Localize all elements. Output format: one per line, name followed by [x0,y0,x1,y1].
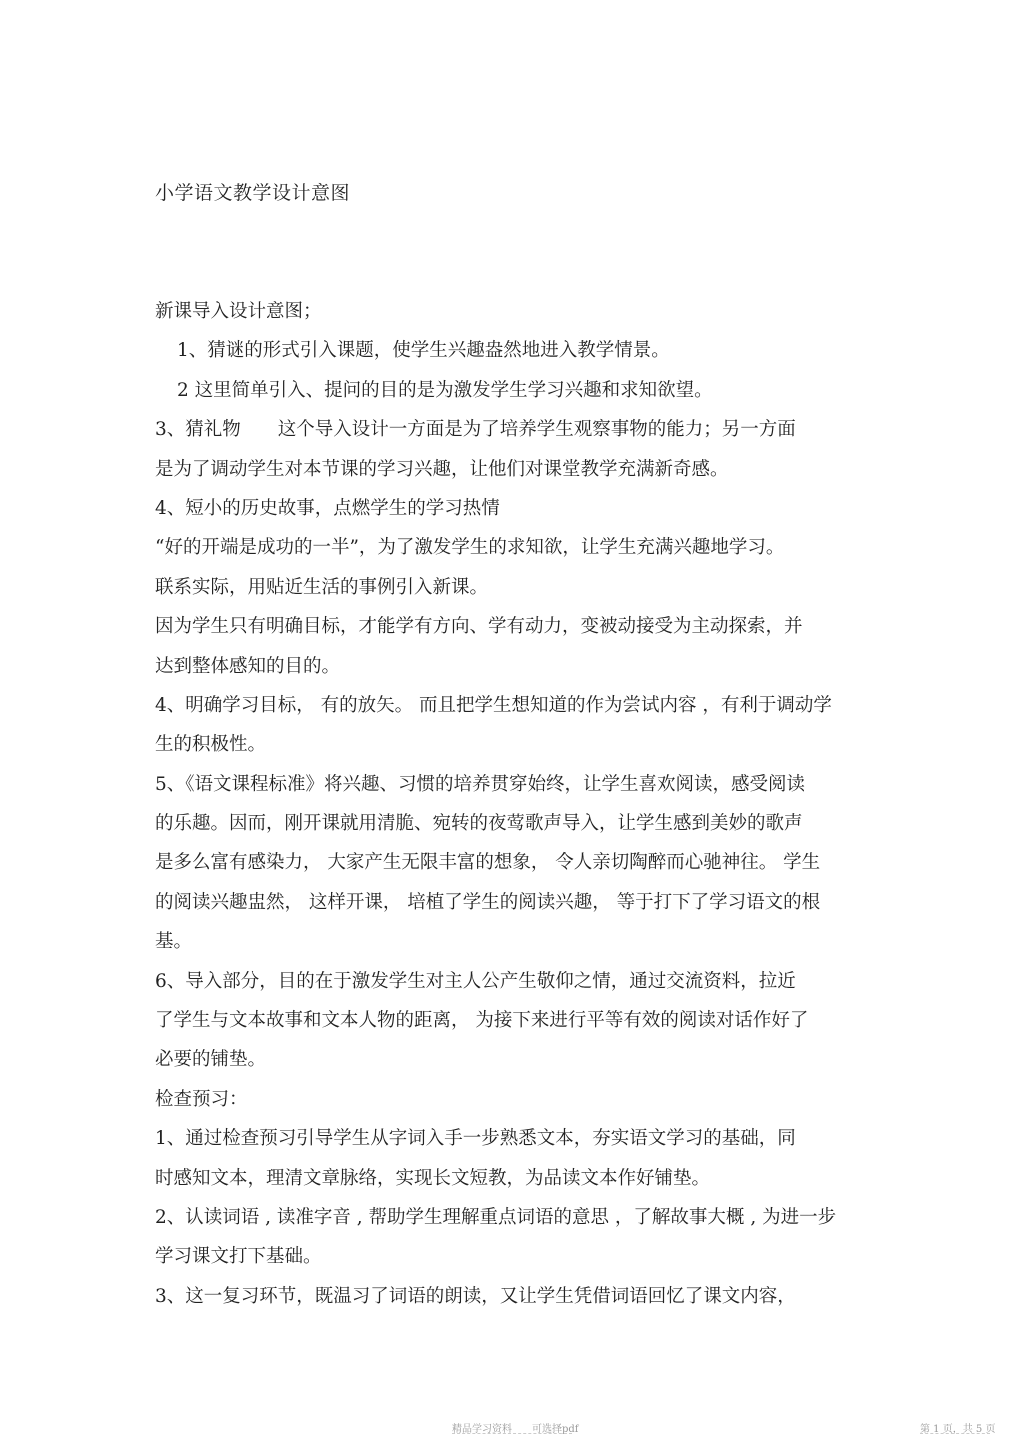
text-line: 联系实际，用贴近生活的事例引入新课。 [155,576,489,598]
text-line: 4、明确学习目标， 有的放矢。 而且把学生想知道的作为尝试内容 ，有利于调动学 [155,694,832,716]
document-body [155,292,875,1316]
footer-divider [452,1433,572,1434]
footer-divider [920,1433,990,1434]
text-line: 1、通过检查预习引导学生从字词入手一步熟悉文本，夯实语文学习的基础，同 [155,1128,796,1150]
text-line: 生的积极性。 [155,734,267,756]
text-line: 1、猜谜的形式引入课题，使学生兴趣盎然地进入教学情景。 [177,340,670,362]
text-line: 5、《语文课程标准》将兴趣、习惯的培养贯穿始终，让学生喜欢阅读，感受阅读 [155,773,806,795]
document-title: 小学语文教学设计意图 [155,182,351,204]
text-line: 2、认读词语 , 读准字音 , 帮助学生理解重点词语的意思 ，了解故事大概 , 为进一步 [155,1206,837,1228]
text-line: 基。 [155,931,193,953]
text-line: 时感知文本，理清文章脉络，实现长文短教，为品读文本作好铺垫。 [155,1167,711,1189]
text-line: 的阅读兴趣盅然， 这样开课， 培植了学生的阅读兴趣， 等于打下了学习语文的根 [155,891,821,913]
text-line: 2 这里简单引入、提问的目的是为激发学生学习兴趣和求知欲望。 [177,379,713,401]
text-line: 是多么富有感染力， 大家产生无限丰富的想象， 令人亲切陶醉而心驰神往。 学生 [155,852,821,874]
text-line: 必要的铺垫。 [155,1049,267,1071]
text-line: 学习课文打下基础。 [155,1246,322,1268]
footer-left-text: 精品学习资料 可选择pdf [452,1424,579,1435]
page-number: 第 1 页，共 5 页 [920,1424,996,1435]
text-line: 3、这一复习环节，既温习了词语的朗读，又让学生凭借词语回忆了课文内容， [155,1285,796,1307]
text-line: 6、导入部分，目的在于激发学生对主人公产生敬仰之情，通过交流资料，拉近 [155,970,796,992]
text-line: 新课导入设计意图； [155,301,322,322]
text-line: 检查预习： [155,1088,248,1110]
text-line: “好的开端是成功的一半”，为了激发学生的求知欲，让学生充满兴趣地学习。 [155,537,785,559]
text-line: 因为学生只有明确目标，才能学有方向、学有动力，变被动接受为主动探索，并 [155,616,803,638]
text-line: 3、猜礼物 这个导入设计一方面是为了培养学生观察事物的能力；另一方面 [155,419,796,441]
text-line: 了学生与文本故事和文本人物的距离， 为接下来进行平等有效的阅读对话作好了 [155,1010,809,1032]
text-line: 的乐趣。因而，刚开课就用清脆、宛转的夜莺歌声导入，让学生感到美妙的歌声 [155,813,803,835]
text-line: 达到整体感知的目的。 [155,655,341,677]
text-line: 是为了调动学生对本节课的学习兴趣，让他们对课堂教学充满新奇感。 [155,458,729,480]
text-line: 4、短小的历史故事，点燃学生的学习热情 [155,497,500,519]
